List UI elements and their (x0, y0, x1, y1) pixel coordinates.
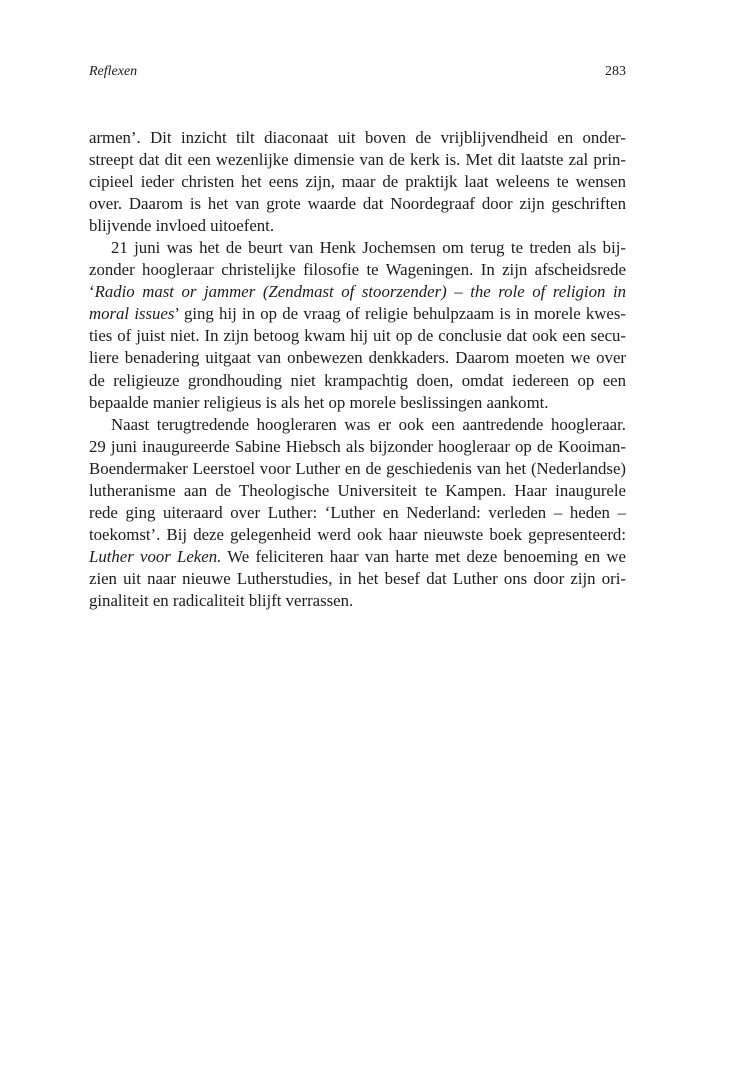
body-text (89, 127, 626, 612)
text-line: blijvende invloed uitoefent. (89, 216, 275, 236)
running-head: Reflexen (89, 64, 138, 79)
text-line: Boendermaker Leerstoel voor Luther en de geschiedenis van het (Nederlandse) (89, 458, 626, 478)
lecture-title: Radio mast or jammer (Zendmast of stoorzender) – the role of religion in (94, 282, 626, 302)
text-line: ties of juist niet. In zijn betoog kwam hij uit op de conclusie dat ook een secu- (89, 326, 626, 346)
text-line: 21 juni was het de beurt van Henk Jochemsen om terug te treden als bij- (111, 238, 626, 258)
paragraph (89, 237, 626, 413)
text-line: ginaliteit en radicaliteit blijft verrassen. (89, 590, 354, 610)
text-line: over. Daarom is het van grote waarde dat Noordegraaf door zijn geschriften (89, 194, 626, 214)
text-line: liere benadering uitgaat van onbewezen denkkaders. Daarom moeten we over (89, 348, 626, 368)
line-text: ‘ (89, 282, 95, 302)
paragraph (89, 127, 626, 237)
lecture-title: moral issues (89, 304, 175, 324)
text-line: bepaalde manier religieus is als het op morele beslissingen aankomt. (89, 392, 549, 412)
text-line: cipieel ieder christen het eens zijn, maar de praktijk laat weleens te wensen (89, 172, 626, 192)
page-header (89, 64, 626, 82)
text-line: zonder hoogleraar christelijke filosofie te Wageningen. In zijn afscheidsrede (89, 260, 626, 280)
page-number: 283 (605, 64, 626, 79)
text-line: zien uit naar nieuwe Lutherstudies, in het besef dat Luther ons door zijn ori- (89, 568, 626, 588)
text-line: 29 juni inaugureerde Sabine Hiebsch als bijzonder hoogleraar op de Kooiman- (89, 436, 626, 456)
text-line: streept dat dit een wezenlijke dimensie van de kerk is. Met dit laatste zal prin- (89, 150, 626, 170)
line-text: ’ ging hij in op de vraag of religie behulpzaam is in morele kwes- (174, 304, 626, 324)
paragraph (89, 414, 626, 612)
text-line: toekomst’. Bij deze gelegenheid werd ook haar nieuwste boek gepresenteerd: (89, 524, 626, 544)
text-line: armen’. Dit inzicht tilt diaconaat uit boven de vrijblijvendheid en onder- (89, 128, 626, 147)
text-line: de religieuze grondhouding niet krampachtig doen, omdat iedereen op een (89, 370, 626, 390)
text-line: rede ging uiteraard over Luther: ‘Luther en Nederland: verleden – heden – (89, 502, 626, 522)
text-line (89, 546, 626, 568)
line-text: We feliciteren haar van harte met deze benoeming en we (221, 546, 626, 566)
book-title: Luther voor Leken. (89, 546, 222, 566)
text-line (89, 303, 626, 325)
text-line (89, 281, 626, 303)
text-line: lutheranisme aan de Theologische Universiteit te Kampen. Haar inaugurele (89, 480, 626, 500)
text-line: Naast terugtredende hoogleraren was er ook een aantredende hoogleraar. (111, 414, 626, 434)
